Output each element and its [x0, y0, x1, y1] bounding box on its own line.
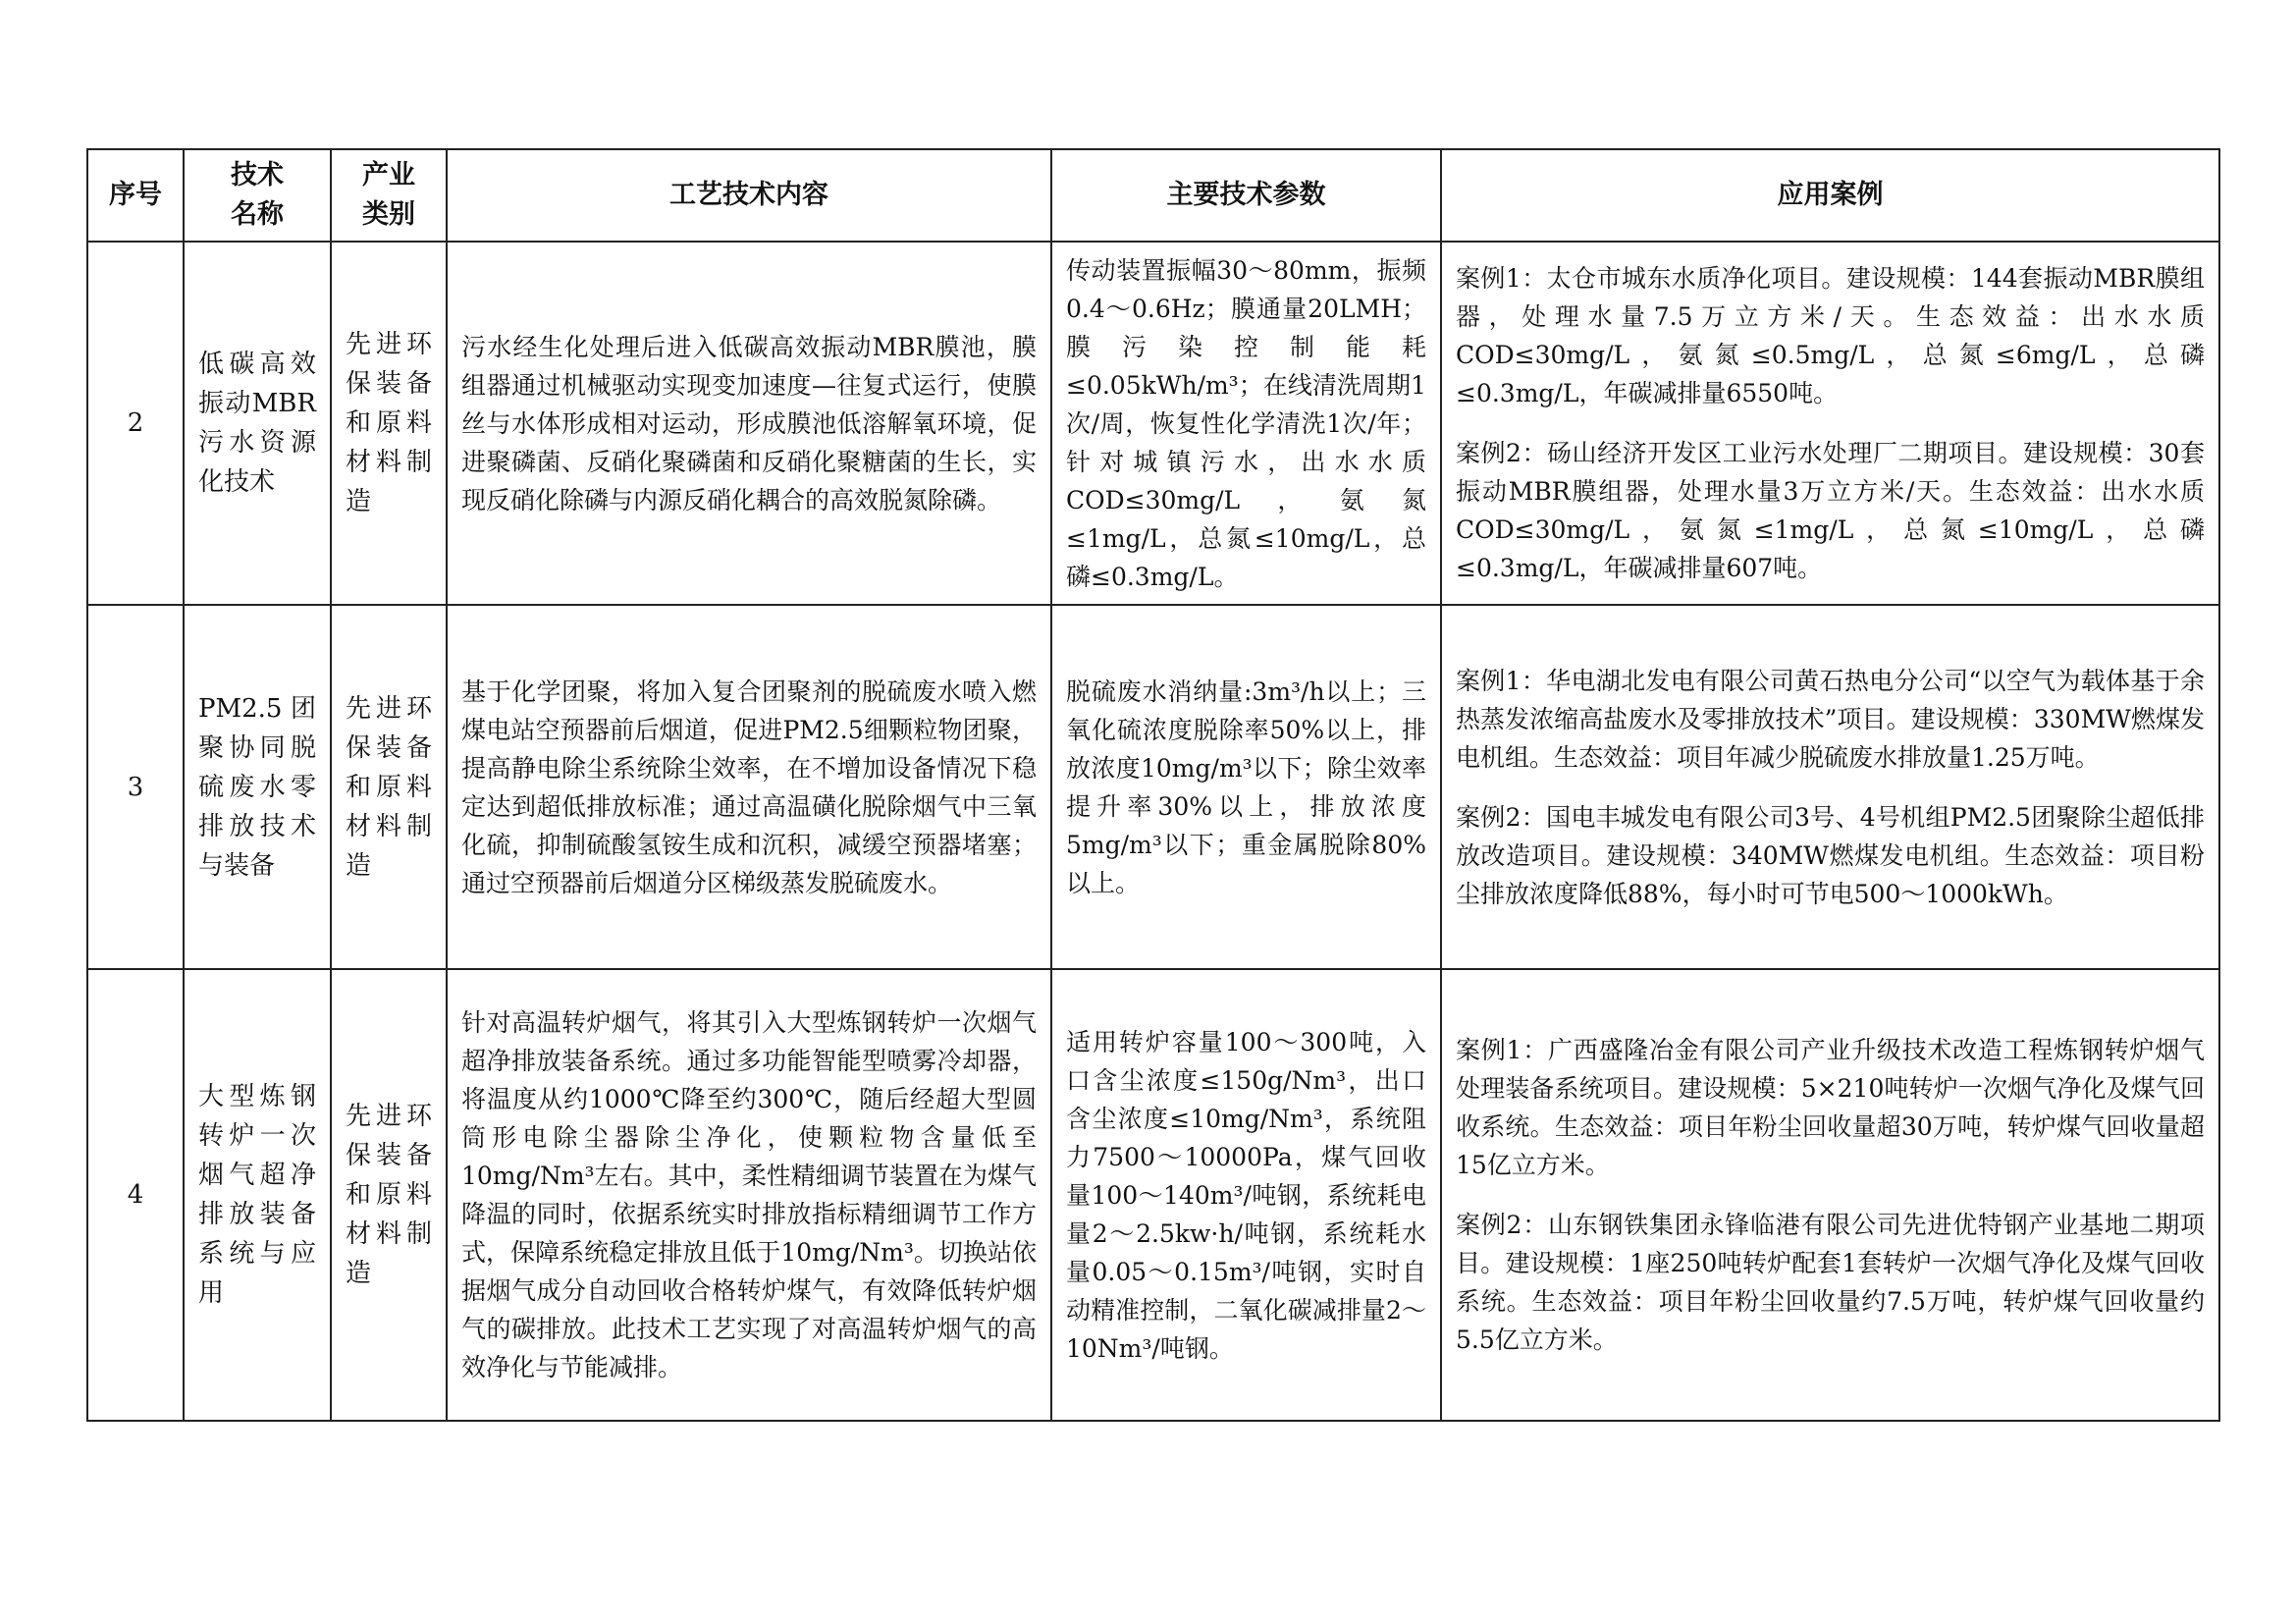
tech-params: 适用转炉容量100～300吨，入口含尘浓度≤150g/Nm³，出口含尘浓度≤10mg/Nm³，系统阻力7500～10000Pa，煤气回收量100～140m³/吨钢，系统耗电量2～2.5kw·h/吨钢，系统耗水量0.05～0.15m³/吨钢，实时自动精准控制，二氧化碳减排量2～10Nm³/吨钢。 [1051, 969, 1441, 1421]
case-item: 案例1：广西盛隆冶金有限公司产业升级技术改造工程炼钢转炉烟气处理装备系统项目。建设规模：5×210吨转炉一次烟气净化及煤气回收系统。生态效益：项目年粉尘回收量超30万吨，转炉煤气回收量超15亿立方米。 [1456, 1036, 2205, 1179]
application-cases [1441, 969, 2219, 1421]
tech-name: 大型炼钢转炉一次烟气超净排放装备系统与应用 [184, 969, 331, 1421]
process-content: 污水经生化处理后进入低碳高效振动MBR膜池，膜组器通过机械驱动实现变加速度—往复式运行，使膜丝与水体形成相对运动，形成膜池低溶解氧环境，促进聚磷菌、反硝化聚磷菌和反硝化聚糖菌的生长，实现反硝化除磷与内源反硝化耦合的高效脱氮除磷。 [447, 242, 1051, 605]
tech-name: 低碳高效振动MBR污水资源化技术 [184, 242, 331, 605]
header-params: 主要技术参数 [1051, 149, 1441, 242]
case-item: 案例1：太仓市城东水质净化项目。建设规模：144套振动MBR膜组器，处理水量7.5万立方米/天。生态效益：出水水质COD≤30mg/L，氨氮≤0.5mg/L，总氮≤6mg/L，总磷≤0.3mg/L，年碳减排量6550吨。 [1456, 264, 2205, 407]
header-name: 技术名称 [184, 149, 331, 242]
row-index: 4 [87, 969, 184, 1421]
case-item: 案例2：山东钢铁集团永锋临港有限公司先进优特钢产业基地二期项目。建设规模：1座250吨转炉配套1套转炉一次烟气净化及煤气回收系统。生态效益：项目年粉尘回收量约7.5万吨，转炉煤气回收量约5.5亿立方米。 [1456, 1211, 2205, 1354]
row-index: 3 [87, 605, 184, 969]
industry-category: 先进环保装备和原料材料制造 [331, 969, 447, 1421]
header-index: 序号 [87, 149, 184, 242]
case-item: 案例2：国电丰城发电有限公司3号、4号机组PM2.5团聚除尘超低排放改造项目。建设规模：340MW燃煤发电机组。生态效益：项目粉尘排放浓度降低88%，每小时可节电500～1000kWh。 [1456, 802, 2205, 908]
tech-params: 脱硫废水消纳量:3m³/h以上；三氧化硫浓度脱除率50%以上，排放浓度10mg/m³以下；除尘效率提升率30%以上，排放浓度5mg/m³以下；重金属脱除80%以上。 [1051, 605, 1441, 969]
header-process: 工艺技术内容 [447, 149, 1051, 242]
row-index: 2 [87, 242, 184, 605]
application-cases [1441, 242, 2219, 605]
process-content: 基于化学团聚，将加入复合团聚剂的脱硫废水喷入燃煤电站空预器前后烟道，促进PM2.5细颗粒物团聚，提高静电除尘系统除尘效率，在不增加设备情况下稳定达到超低排放标准；通过高温磺化脱除烟气中三氧化硫，抑制硫酸氢铵生成和沉积，减缓空预器堵塞；通过空预器前后烟道分区梯级蒸发脱硫废水。 [447, 605, 1051, 969]
table-row [87, 242, 2219, 605]
case-item: 案例1：华电湖北发电有限公司黄石热电分公司“以空气为载体基于余热蒸发浓缩高盐废水及零排放技术”项目。建设规模：330MW燃煤发电机组。生态效益：项目年减少脱硫废水排放量1.25万吨。 [1456, 666, 2205, 772]
industry-category: 先进环保装备和原料材料制造 [331, 242, 447, 605]
header-category: 产业类别 [331, 149, 447, 242]
tech-params: 传动装置振幅30～80mm，振频0.4～0.6Hz；膜通量20LMH；膜污染控制能耗≤0.05kWh/m³；在线清洗周期1次/周，恢复性化学清洗1次/年；针对城镇污水，出水水质COD≤30mg/L，氨氮≤1mg/L，总氮≤10mg/L，总磷≤0.3mg/L。 [1051, 242, 1441, 605]
process-content: 针对高温转炉烟气，将其引入大型炼钢转炉一次烟气超净排放装备系统。通过多功能智能型喷雾冷却器，将温度从约1000℃降至约300℃，随后经超大型圆筒形电除尘器除尘净化，使颗粒物含量低至10mg/Nm³左右。其中，柔性精细调节装置在为煤气降温的同时，依据系统实时排放指标精细调节工作方式，保障系统稳定排放且低于10mg/Nm³。切换站依据烟气成分自动回收合格转炉煤气，有效降低转炉烟气的碳排放。此技术工艺实现了对高温转炉烟气的高效净化与节能减排。 [447, 969, 1051, 1421]
industry-category: 先进环保装备和原料材料制造 [331, 605, 447, 969]
table-row [87, 969, 2219, 1421]
table-header-row [87, 149, 2219, 242]
technology-table [86, 148, 2220, 1422]
case-item: 案例2：砀山经济开发区工业污水处理厂二期项目。建设规模：30套振动MBR膜组器，处理水量3万立方米/天。生态效益：出水水质COD≤30mg/L，氨氮≤1mg/L，总氮≤10mg/L，总磷≤0.3mg/L，年碳减排量607吨。 [1456, 439, 2205, 582]
header-cases: 应用案例 [1441, 149, 2219, 242]
table-row [87, 605, 2219, 969]
tech-name: PM2.5团聚协同脱硫废水零排放技术与装备 [184, 605, 331, 969]
application-cases [1441, 605, 2219, 969]
